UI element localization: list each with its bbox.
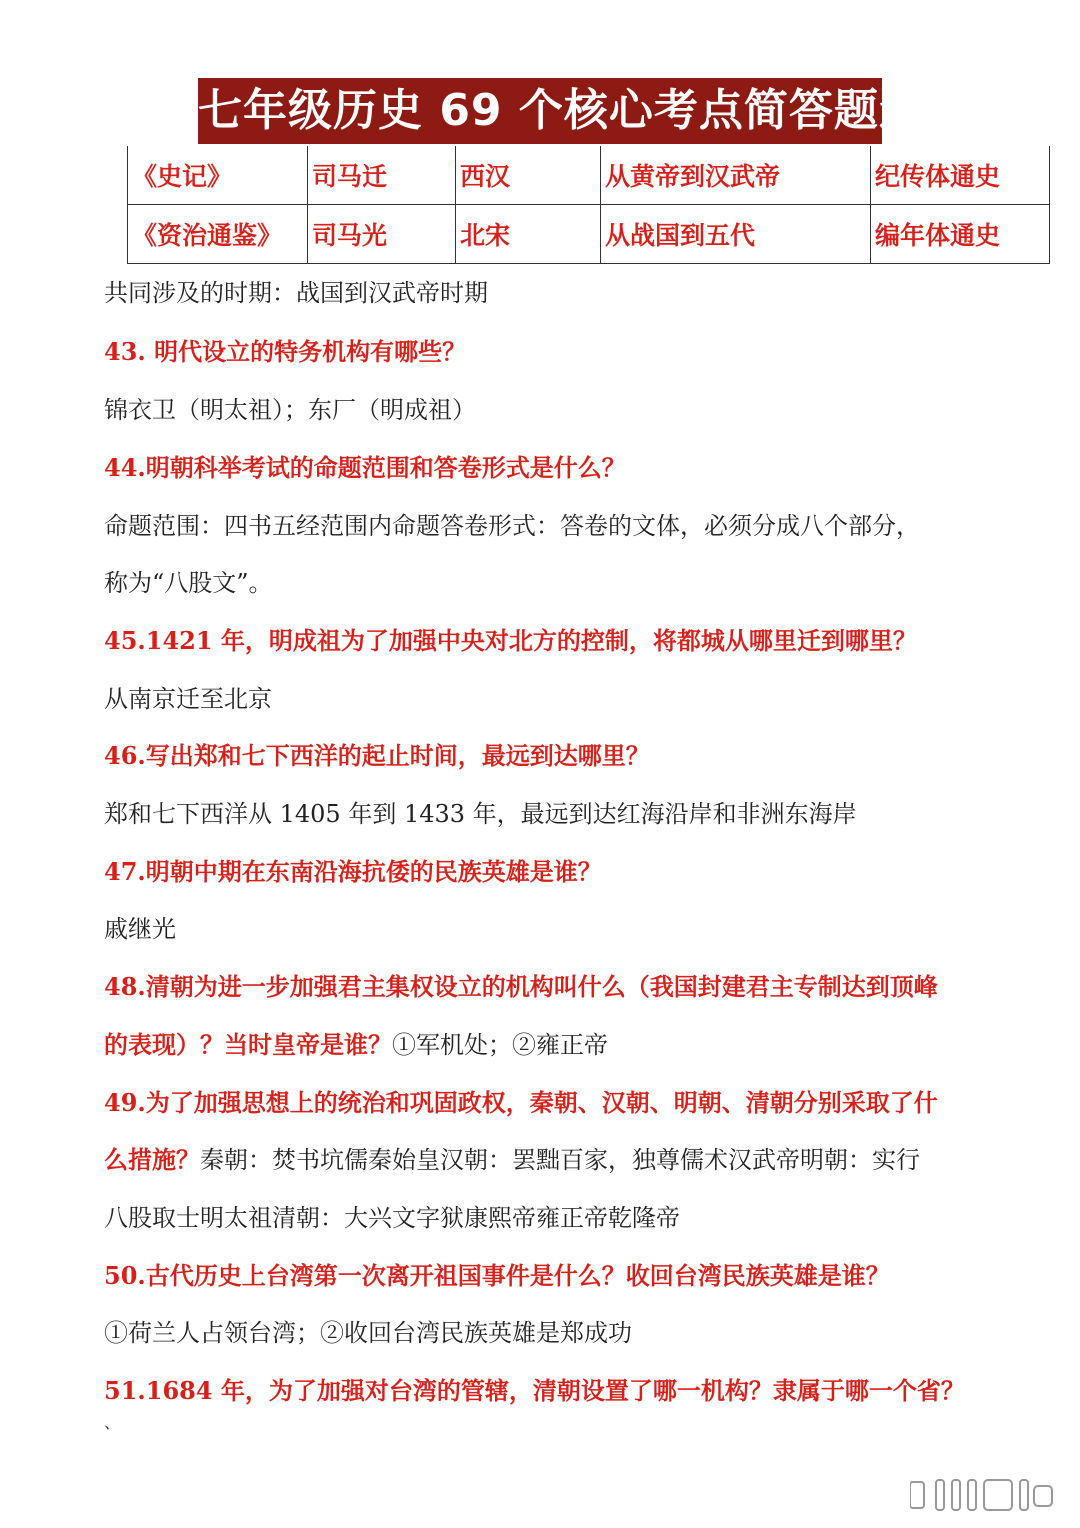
table-cell: 司马光 bbox=[308, 205, 456, 264]
question-49-tail: 么措施？ bbox=[104, 1145, 200, 1174]
watermark-bar bbox=[936, 1480, 944, 1510]
watermark-bar bbox=[1034, 1486, 1052, 1506]
table-cell: 《资治通鉴》 bbox=[128, 205, 308, 264]
answer-44: 命题范围：四书五经范围内命题答卷形式：答卷的文体，必须分成八个部分， bbox=[104, 512, 920, 540]
table-cell: 北宋 bbox=[456, 205, 601, 264]
question-47: 47.明朝中期在东南沿海抗倭的民族英雄是谁？ bbox=[104, 857, 602, 886]
answer-49-cont: 八股取士明太祖清朝：大兴文字狱康熙帝雍正帝乾隆帝 bbox=[104, 1204, 680, 1232]
watermark-bar bbox=[984, 1480, 1012, 1510]
table-cell: 从黄帝到汉武帝 bbox=[601, 146, 871, 205]
table-row bbox=[128, 146, 1050, 205]
answer-49: 秦朝：焚书坑儒秦始皇汉朝：罢黜百家，独尊儒术汉武帝明朝：实行 bbox=[200, 1146, 920, 1174]
question-48-cont bbox=[104, 1030, 608, 1060]
question-49: 49.为了加强思想上的统治和巩固政权，秦朝、汉朝、明朝、清朝分别采取了什 bbox=[104, 1088, 938, 1117]
question-48-tail: 的表现）？当时皇帝是谁？ bbox=[104, 1030, 392, 1059]
history-books-table bbox=[127, 146, 1050, 264]
answer-45: 从南京迁至北京 bbox=[104, 685, 272, 713]
table-cell: 纪传体通史 bbox=[871, 146, 1050, 205]
question-49-cont bbox=[104, 1145, 920, 1175]
table-cell: 西汉 bbox=[456, 146, 601, 205]
page-title: 七年级历史 69 个核心考点简答题速记 bbox=[198, 78, 882, 144]
table-cell: 司马迁 bbox=[308, 146, 456, 205]
question-44: 44.明朝科举考试的命题范围和答卷形式是什么？ bbox=[104, 453, 626, 482]
answer-46: 郑和七下西洋从 1405 年到 1433 年，最远到达红海沿岸和非洲东海岸 bbox=[104, 800, 857, 828]
question-45: 45.1421 年，明成祖为了加强中央对北方的控制，将都城从哪里迁到哪里？ bbox=[104, 626, 917, 655]
watermark-bar bbox=[952, 1480, 960, 1510]
table-cell: 《史记》 bbox=[128, 146, 308, 205]
answer-47: 戚继光 bbox=[104, 915, 176, 943]
watermark-bar bbox=[968, 1480, 976, 1510]
answer-51-mark: 、 bbox=[104, 1413, 121, 1432]
answer-44-cont: 称为“八股文”。 bbox=[104, 569, 273, 597]
question-46: 46.写出郑和七下西洋的起止时间，最远到达哪里？ bbox=[104, 741, 650, 770]
watermark-bar bbox=[910, 1482, 924, 1508]
table-cell: 编年体通史 bbox=[871, 205, 1050, 264]
table-row bbox=[128, 205, 1050, 264]
watermark-bar bbox=[1020, 1480, 1028, 1510]
question-51: 51.1684 年，为了加强对台湾的管辖，清朝设置了哪一机构？隶属于哪一个省？ bbox=[104, 1376, 965, 1405]
table-cell: 从战国到五代 bbox=[601, 205, 871, 264]
answer-text: 共同涉及的时期：战国到汉武帝时期 bbox=[104, 279, 488, 307]
answer-43: 锦衣卫（明太祖）；东厂（明成祖） bbox=[104, 396, 476, 424]
question-48: 48.清朝为进一步加强君主集权设立的机构叫什么（我国封建君主专制达到顶峰 bbox=[104, 972, 938, 1001]
question-43: 43. 明代设立的特务机构有哪些？ bbox=[104, 337, 467, 366]
answer-50: ①荷兰人占领台湾；②收回台湾民族英雄是郑成功 bbox=[104, 1319, 632, 1347]
watermark-icon bbox=[910, 1478, 1060, 1512]
answer-48: ①军机处；②雍正帝 bbox=[392, 1031, 608, 1059]
question-50: 50.古代历史上台湾第一次离开祖国事件是什么？收回台湾民族英雄是谁？ bbox=[104, 1261, 890, 1290]
